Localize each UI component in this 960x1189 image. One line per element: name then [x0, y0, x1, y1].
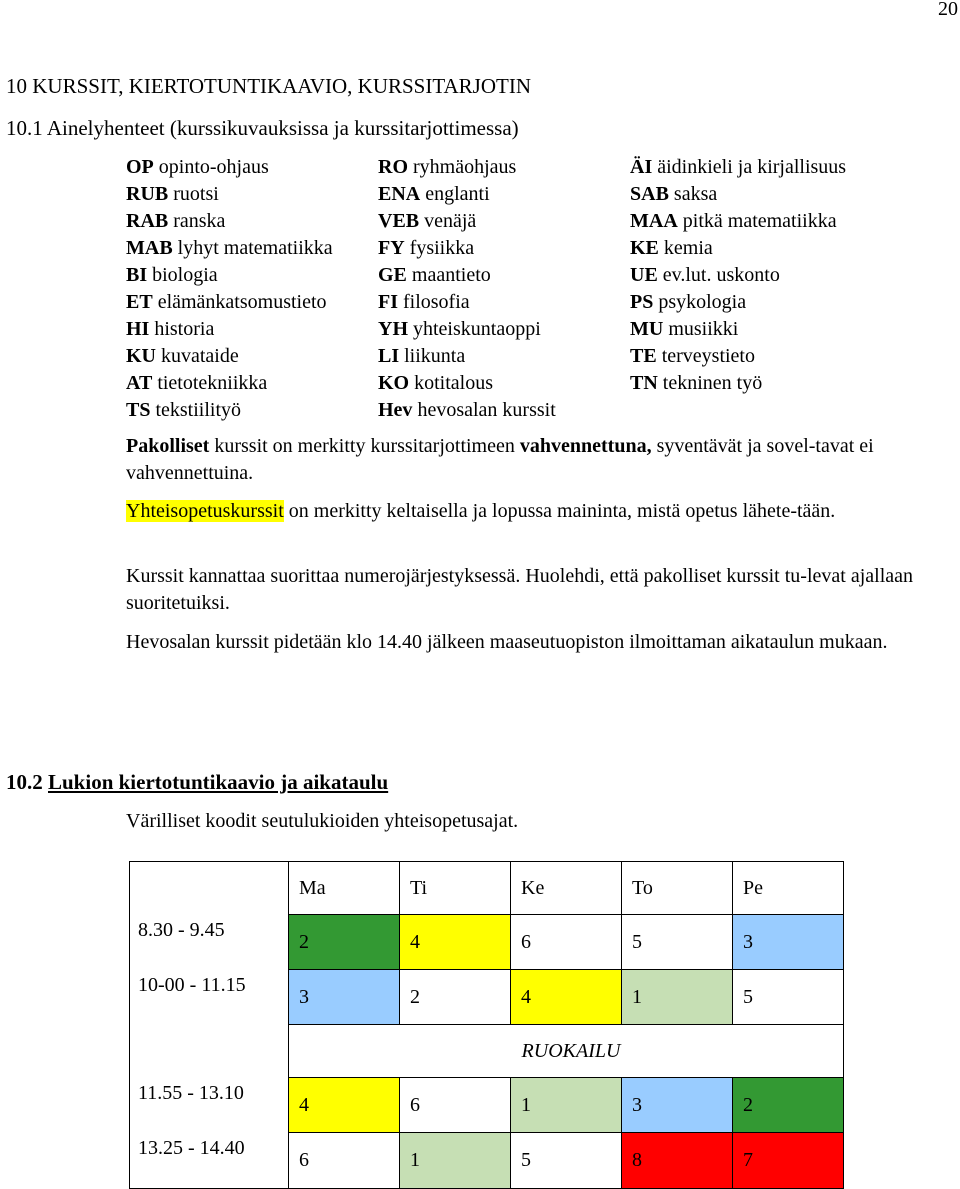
schedule-time: 8.30 - 9.45 — [130, 915, 289, 970]
abbreviation-entry — [378, 343, 630, 370]
abbreviation-code: FY — [378, 237, 405, 259]
abbreviation-name: englanti — [425, 183, 490, 205]
schedule-cell: 3 — [289, 970, 400, 1025]
abbreviation-code: TN — [630, 372, 658, 394]
abbreviation-entry — [126, 370, 378, 397]
abbreviation-name: ev.lut. uskonto — [662, 264, 780, 286]
abbreviation-name: filosofia — [403, 291, 470, 313]
abbreviation-code: FI — [378, 291, 398, 313]
schedule-cell: 3 — [622, 1078, 733, 1133]
abbreviation-entry — [378, 262, 630, 289]
abbreviation-code: MAB — [126, 237, 173, 259]
abbreviation-name: hevosalan kurssit — [417, 399, 556, 421]
schedule-day-header: Ma — [289, 862, 400, 915]
abbreviation-code: ENA — [378, 183, 421, 205]
abbreviation-name: historia — [154, 318, 215, 340]
abbreviation-name: ryhmäohjaus — [413, 156, 517, 178]
schedule-cell: 6 — [511, 915, 622, 970]
page-number: 20 — [938, 0, 958, 20]
paragraph-course-order: Kurssit kannattaa suorittaa numerojärjestyksessä. Huolehdi, että pakolliset kurssit tu-levat ajallaan suoritetuiksi. — [126, 565, 914, 614]
schedule-cell: 5 — [733, 970, 844, 1025]
abbreviation-row — [126, 154, 960, 181]
abbreviation-code: KO — [378, 372, 410, 394]
schedule-day-header: Ti — [400, 862, 511, 915]
abbreviation-name: psykologia — [658, 291, 747, 313]
schedule-row — [130, 1133, 844, 1189]
abbreviation-entry — [630, 343, 960, 370]
abbreviation-code: BI — [126, 264, 148, 286]
schedule-day-header: To — [622, 862, 733, 915]
abbreviation-entry — [630, 316, 960, 343]
abbreviation-row — [126, 343, 960, 370]
abbreviation-name: tekninen työ — [662, 372, 763, 394]
schedule-cell: 2 — [733, 1078, 844, 1133]
abbreviation-code: OP — [126, 156, 154, 178]
abbreviation-name: saksa — [673, 183, 718, 205]
abbreviation-code: HI — [126, 318, 150, 340]
schedule-lunch-row — [130, 1025, 844, 1078]
abbreviation-name: biologia — [152, 264, 218, 286]
abbreviation-entry — [378, 235, 630, 262]
schedule-cell: 1 — [400, 1133, 511, 1189]
abbreviation-name: lyhyt matematiikka — [177, 237, 333, 259]
schedule-time-empty — [130, 1025, 289, 1078]
abbreviation-code: RAB — [126, 210, 169, 232]
lunch-label: RUOKAILU — [289, 1025, 844, 1078]
schedule-cell: 2 — [400, 970, 511, 1025]
abbreviation-entry — [630, 370, 960, 397]
schedule-cell: 4 — [400, 915, 511, 970]
abbreviation-name: ruotsi — [173, 183, 219, 205]
abbreviation-entry — [378, 397, 630, 424]
abbreviation-entry — [126, 235, 378, 262]
abbreviation-code: TS — [126, 399, 151, 421]
schedule-cell: 5 — [622, 915, 733, 970]
schedule-cell: 8 — [622, 1133, 733, 1189]
schedule-row — [130, 1078, 844, 1133]
abbreviation-entry — [630, 262, 960, 289]
abbreviation-code: Hev — [378, 399, 413, 421]
abbreviation-name: pitkä matematiikka — [682, 210, 837, 232]
paragraph-mandatory-courses: Pakolliset kurssit on merkitty kurssitarjottimeen vahvennettuna, syventävät ja sovel-tavat ei vahvennettuina. — [126, 435, 874, 484]
paragraph-joint-courses: Yhteisopetuskurssit on merkitty keltaisella ja lopussa maininta, mistä opetus lähete-tään. — [126, 500, 836, 522]
paragraph-horse-courses: Hevosalan kurssit pidetään klo 14.40 jälkeen maaseutuopiston ilmoittaman aikataulun mukaan. — [126, 631, 888, 653]
abbreviation-entry — [126, 397, 378, 424]
schedule-cell: 3 — [733, 915, 844, 970]
schedule-cell: 4 — [511, 970, 622, 1025]
abbreviation-code: MU — [630, 318, 664, 340]
abbreviation-name: kotitalous — [414, 372, 494, 394]
abbreviation-name: maantieto — [411, 264, 491, 286]
abbreviation-code: TE — [630, 345, 657, 367]
schedule-cell: 4 — [289, 1078, 400, 1133]
schedule-cell: 6 — [289, 1133, 400, 1189]
abbreviation-code: YH — [378, 318, 408, 340]
section-heading: 10 KURSSIT, KIERTOTUNTIKAAVIO, KURSSITARJOTIN — [6, 74, 531, 98]
schedule-time: 13.25 - 14.40 — [130, 1133, 289, 1189]
abbreviation-name: äidinkieli ja kirjallisuus — [657, 156, 847, 178]
abbreviation-entry — [378, 370, 630, 397]
abbreviation-code: RUB — [126, 183, 169, 205]
schedule-time: 11.55 - 13.10 — [130, 1078, 289, 1133]
schedule-day-header: Pe — [733, 862, 844, 915]
abbreviation-name: venäjä — [424, 210, 477, 232]
schedule-table — [129, 861, 844, 1189]
abbreviation-code: RO — [378, 156, 408, 178]
abbreviation-entry — [630, 235, 960, 262]
schedule-cell: 6 — [400, 1078, 511, 1133]
abbreviation-name: fysiikka — [409, 237, 475, 259]
abbreviation-entry — [630, 397, 960, 424]
abbreviation-entry — [378, 181, 630, 208]
abbreviation-row — [126, 316, 960, 343]
abbreviation-entry — [630, 208, 960, 235]
abbreviation-code: PS — [630, 291, 654, 313]
abbreviation-code: MAA — [630, 210, 678, 232]
abbreviation-name: opinto-ohjaus — [158, 156, 269, 178]
abbreviation-name: tietotekniikka — [157, 372, 268, 394]
abbreviation-name: ranska — [173, 210, 226, 232]
abbreviation-name: elämänkatsomustieto — [157, 291, 327, 313]
abbreviation-row — [126, 370, 960, 397]
schedule-cell: 1 — [622, 970, 733, 1025]
abbreviation-entry — [126, 154, 378, 181]
abbreviation-code: LI — [378, 345, 400, 367]
schedule-corner — [130, 862, 289, 915]
schedule-cell: 7 — [733, 1133, 844, 1189]
subsection-heading-abbreviations: 10.1 Ainelyhenteet (kurssikuvauksissa ja kurssitarjottimessa) — [6, 116, 519, 140]
abbreviation-code: KE — [630, 237, 659, 259]
abbreviation-row — [126, 181, 960, 208]
schedule-header-row — [130, 862, 844, 915]
abbreviation-name: tekstiilityö — [155, 399, 242, 421]
abbreviation-code: UE — [630, 264, 658, 286]
abbreviation-row — [126, 289, 960, 316]
abbreviation-entry — [126, 181, 378, 208]
abbreviation-entry — [630, 289, 960, 316]
schedule-subtitle: Värilliset koodit seutulukioiden yhteisopetusajat. — [126, 810, 519, 832]
abbreviation-code: ET — [126, 291, 153, 313]
abbreviation-name: terveystieto — [661, 345, 755, 367]
abbreviation-entry — [126, 343, 378, 370]
abbreviation-entry — [126, 262, 378, 289]
abbreviation-code: SAB — [630, 183, 669, 205]
abbreviation-name: kemia — [663, 237, 713, 259]
abbreviation-entry — [378, 289, 630, 316]
abbreviation-entry — [126, 316, 378, 343]
abbreviation-table — [126, 154, 960, 424]
schedule-day-header: Ke — [511, 862, 622, 915]
abbreviation-name: liikunta — [404, 345, 466, 367]
abbreviation-row — [126, 235, 960, 262]
abbreviation-code: KU — [126, 345, 156, 367]
subsection-heading-schedule: 10.2 Lukion kiertotuntikaavio ja aikataulu — [6, 770, 389, 794]
abbreviation-entry — [378, 154, 630, 181]
abbreviation-entry — [630, 181, 960, 208]
schedule-cell: 2 — [289, 915, 400, 970]
abbreviation-entry — [126, 208, 378, 235]
abbreviation-entry — [378, 316, 630, 343]
abbreviation-name: yhteiskuntaoppi — [413, 318, 541, 340]
abbreviation-code: GE — [378, 264, 407, 286]
abbreviation-name: musiikki — [668, 318, 739, 340]
abbreviation-row — [126, 208, 960, 235]
highlighted-term: Yhteisopetuskurssit — [126, 500, 284, 522]
abbreviation-row — [126, 397, 960, 424]
schedule-cell: 1 — [511, 1078, 622, 1133]
schedule-time: 10-00 - 11.15 — [130, 970, 289, 1025]
abbreviation-code: AT — [126, 372, 153, 394]
schedule-row — [130, 970, 844, 1025]
abbreviation-entry — [378, 208, 630, 235]
abbreviation-entry — [630, 154, 960, 181]
abbreviation-row — [126, 262, 960, 289]
schedule-row — [130, 915, 844, 970]
abbreviation-entry — [126, 289, 378, 316]
abbreviation-code: VEB — [378, 210, 420, 232]
schedule-cell: 5 — [511, 1133, 622, 1189]
abbreviation-name: kuvataide — [161, 345, 239, 367]
abbreviation-code: ÄI — [630, 156, 653, 178]
